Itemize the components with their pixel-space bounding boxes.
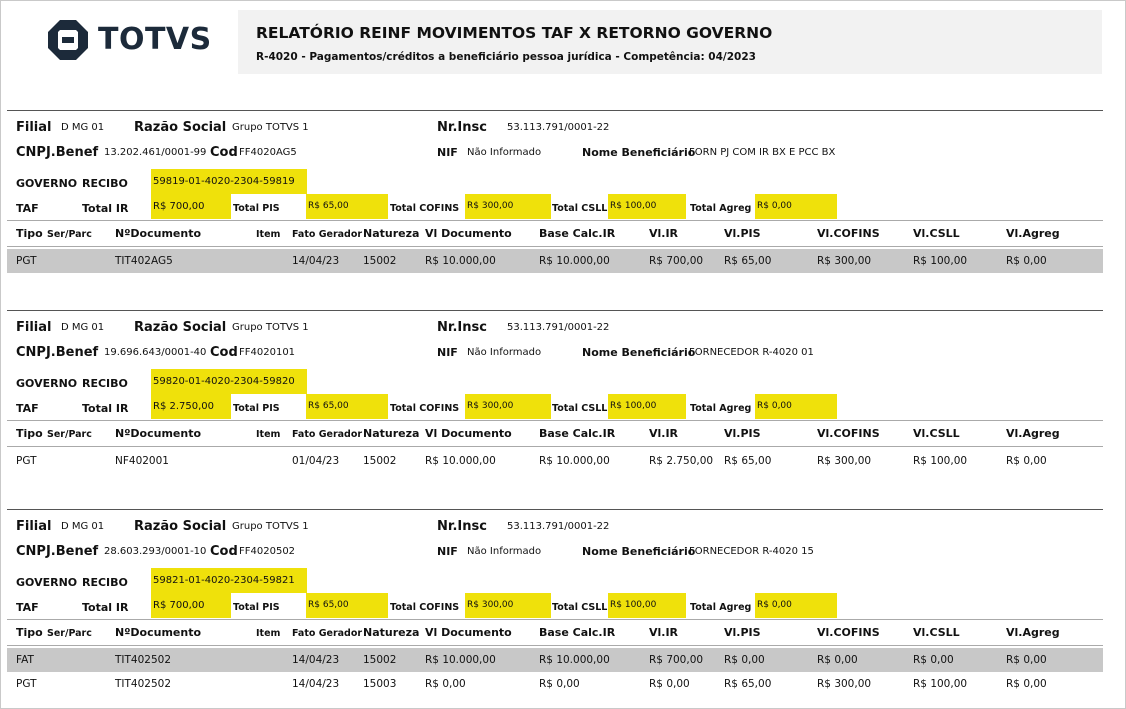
totvs-logo-icon [46, 18, 90, 62]
section-divider [7, 509, 1103, 510]
table-cell: R$ 0,00 [1006, 678, 1047, 690]
column-header: Tipo [16, 227, 43, 240]
cnpj-benef-label: CNPJ.Benef [16, 544, 99, 559]
column-header: NºDocumento [115, 227, 202, 240]
table-cell: 01/04/23 [292, 455, 340, 467]
column-header: Vl.CSLL [913, 227, 960, 240]
nr-insc-label: Nr.Insc [437, 120, 487, 135]
column-header: Ser/Parc [47, 628, 92, 639]
column-header: Fato Gerador [292, 429, 363, 440]
total-agreg-highlight [755, 394, 837, 419]
column-header: Vl.Agreg [1006, 227, 1060, 240]
column-header: Base Calc.IR [539, 626, 616, 639]
total-csll-value: R$ 100,00 [610, 201, 657, 211]
nif-value: Não Informado [467, 546, 542, 557]
table-cell: R$ 300,00 [817, 678, 872, 690]
cod-label: Cod [210, 145, 238, 160]
cnpj-benef-value: 28.603.293/0001-10 [104, 546, 207, 557]
column-header: Item [256, 229, 281, 240]
nome-beneficiario-label: Nome Beneficiário [582, 545, 696, 558]
column-header: Vl.COFINS [817, 427, 880, 440]
total-agreg-label: Total Agreg [690, 203, 752, 214]
column-header: Natureza [363, 227, 420, 240]
report-header-box [238, 10, 1102, 74]
filial-value: D MG 01 [61, 122, 105, 133]
table-top-divider [7, 420, 1103, 421]
section-divider [7, 110, 1103, 111]
cnpj-benef-value: 19.696.643/0001-40 [104, 347, 207, 358]
total-ir-highlight [151, 593, 231, 618]
table-cell: TIT402502 [115, 678, 172, 690]
table-cell: R$ 10.000,00 [539, 654, 610, 666]
total-agreg-label: Total Agreg [690, 403, 752, 414]
total-agreg-highlight [755, 194, 837, 219]
table-cell: TIT402AG5 [115, 255, 173, 267]
table-cell: PGT [16, 678, 37, 690]
totvs-logo [46, 18, 212, 62]
column-header: Base Calc.IR [539, 227, 616, 240]
total-csll-value: R$ 100,00 [610, 401, 657, 411]
column-header: Vl.PIS [724, 227, 761, 240]
total-cofins-value: R$ 300,00 [467, 401, 514, 411]
table-header-divider [7, 446, 1103, 447]
table-cell: R$ 300,00 [817, 255, 872, 267]
total-cofins-label: Total COFINS [390, 203, 460, 214]
table-cell: R$ 0,00 [724, 654, 765, 666]
table-top-divider [7, 220, 1103, 221]
total-agreg-value: R$ 0,00 [757, 201, 792, 211]
column-header: Ser/Parc [47, 229, 92, 240]
razao-social-label: Razão Social [134, 320, 227, 335]
total-cofins-highlight [465, 194, 551, 219]
filial-label: Filial [16, 320, 52, 335]
total-csll-highlight [608, 394, 686, 419]
table-cell: R$ 0,00 [1006, 255, 1047, 267]
column-header: Ser/Parc [47, 429, 92, 440]
total-agreg-highlight [755, 593, 837, 618]
recibo-label: RECIBO [82, 377, 128, 390]
total-pis-label: Total PIS [233, 403, 280, 414]
total-cofins-value: R$ 300,00 [467, 600, 514, 610]
recibo-value: 59819-01-4020-2304-59819 [153, 176, 295, 187]
table-cell: R$ 0,00 [425, 678, 466, 690]
total-pis-label: Total PIS [233, 602, 280, 613]
total-cofins-label: Total COFINS [390, 403, 460, 414]
cnpj-benef-label: CNPJ.Benef [16, 145, 99, 160]
total-pis-value: R$ 65,00 [308, 201, 349, 211]
column-header: Vl.IR [649, 227, 679, 240]
total-ir-label: Total IR [82, 402, 129, 415]
total-pis-label: Total PIS [233, 203, 280, 214]
table-header-divider [7, 246, 1103, 247]
table-cell: R$ 300,00 [817, 455, 872, 467]
nome-beneficiario-value: FORN PJ COM IR BX E PCC BX [689, 147, 836, 158]
column-header: Vl.PIS [724, 427, 761, 440]
column-header: Natureza [363, 427, 420, 440]
nr-insc-value: 53.113.791/0001-22 [507, 122, 610, 133]
table-cell: R$ 10.000,00 [539, 255, 610, 267]
column-header: Vl Documento [425, 227, 512, 240]
filial-value: D MG 01 [61, 322, 105, 333]
table-cell: 15002 [363, 654, 397, 666]
column-header: Vl.COFINS [817, 227, 880, 240]
nif-value: Não Informado [467, 147, 542, 158]
total-ir-value: R$ 2.750,00 [153, 401, 215, 412]
table-cell: PGT [16, 455, 37, 467]
total-agreg-value: R$ 0,00 [757, 401, 792, 411]
table-cell: R$ 0,00 [649, 678, 690, 690]
column-header: Natureza [363, 626, 420, 639]
table-cell: R$ 100,00 [913, 678, 968, 690]
filial-label: Filial [16, 519, 52, 534]
column-header: NºDocumento [115, 626, 202, 639]
razao-social-value: Grupo TOTVS 1 [232, 322, 309, 333]
column-header: Base Calc.IR [539, 427, 616, 440]
column-header: Fato Gerador [292, 628, 363, 639]
table-cell: NF402001 [115, 455, 169, 467]
table-cell: R$ 100,00 [913, 455, 968, 467]
table-cell: R$ 0,00 [539, 678, 580, 690]
column-header: Vl.PIS [724, 626, 761, 639]
total-pis-highlight [306, 593, 388, 618]
cod-label: Cod [210, 345, 238, 360]
total-cofins-highlight [465, 593, 551, 618]
cnpj-benef-label: CNPJ.Benef [16, 345, 99, 360]
table-cell: 15003 [363, 678, 397, 690]
cod-value: FF4020101 [239, 347, 296, 358]
total-pis-value: R$ 65,00 [308, 401, 349, 411]
total-pis-highlight [306, 394, 388, 419]
table-cell: R$ 700,00 [649, 255, 704, 267]
nif-label: NIF [437, 346, 458, 359]
taf-label: TAF [16, 202, 39, 215]
recibo-value: 59820-01-4020-2304-59820 [153, 376, 295, 387]
table-cell: R$ 10.000,00 [425, 654, 496, 666]
total-agreg-value: R$ 0,00 [757, 600, 792, 610]
taf-label: TAF [16, 402, 39, 415]
nr-insc-value: 53.113.791/0001-22 [507, 521, 610, 532]
total-ir-label: Total IR [82, 601, 129, 614]
table-cell: R$ 65,00 [724, 455, 772, 467]
total-agreg-label: Total Agreg [690, 602, 752, 613]
column-header: Vl.COFINS [817, 626, 880, 639]
filial-value: D MG 01 [61, 521, 105, 532]
table-cell: R$ 65,00 [724, 678, 772, 690]
governo-label: GOVERNO [16, 177, 78, 190]
table-cell: R$ 10.000,00 [425, 455, 496, 467]
table-cell: R$ 700,00 [649, 654, 704, 666]
nif-value: Não Informado [467, 347, 542, 358]
table-cell: R$ 10.000,00 [539, 455, 610, 467]
recibo-highlight [151, 169, 307, 194]
total-csll-highlight [608, 593, 686, 618]
total-cofins-highlight [465, 394, 551, 419]
table-cell: R$ 2.750,00 [649, 455, 714, 467]
total-cofins-value: R$ 300,00 [467, 201, 514, 211]
cod-value: FF4020502 [239, 546, 296, 557]
table-cell: 14/04/23 [292, 255, 340, 267]
razao-social-label: Razão Social [134, 120, 227, 135]
total-csll-label: Total CSLL [552, 602, 608, 613]
table-header-divider [7, 645, 1103, 646]
recibo-label: RECIBO [82, 177, 128, 190]
nr-insc-label: Nr.Insc [437, 320, 487, 335]
razao-social-value: Grupo TOTVS 1 [232, 122, 309, 133]
recibo-label: RECIBO [82, 576, 128, 589]
recibo-highlight [151, 568, 307, 593]
nr-insc-value: 53.113.791/0001-22 [507, 322, 610, 333]
table-cell: R$ 0,00 [1006, 654, 1047, 666]
table-cell: 15002 [363, 455, 397, 467]
table-cell: FAT [16, 654, 34, 666]
table-cell: 14/04/23 [292, 678, 340, 690]
nif-label: NIF [437, 545, 458, 558]
cod-label: Cod [210, 544, 238, 559]
table-cell: R$ 0,00 [817, 654, 858, 666]
recibo-value: 59821-01-4020-2304-59821 [153, 575, 295, 586]
report-subtitle: R-4020 - Pagamentos/créditos a beneficiário pessoa jurídica - Competência: 04/2023 [256, 51, 756, 63]
taf-label: TAF [16, 601, 39, 614]
total-pis-value: R$ 65,00 [308, 600, 349, 610]
recibo-highlight [151, 369, 307, 394]
report-title: RELATÓRIO REINF MOVIMENTOS TAF X RETORNO GOVERNO [256, 24, 773, 42]
section-divider [7, 310, 1103, 311]
column-header: Vl.IR [649, 626, 679, 639]
table-cell: R$ 0,00 [913, 654, 954, 666]
total-ir-highlight [151, 394, 231, 419]
governo-label: GOVERNO [16, 576, 78, 589]
total-ir-value: R$ 700,00 [153, 201, 205, 212]
total-csll-highlight [608, 194, 686, 219]
nome-beneficiario-value: FORNECEDOR R-4020 15 [689, 546, 814, 557]
total-ir-label: Total IR [82, 202, 129, 215]
table-cell: 14/04/23 [292, 654, 340, 666]
column-header: Tipo [16, 626, 43, 639]
razao-social-value: Grupo TOTVS 1 [232, 521, 309, 532]
column-header: Item [256, 429, 281, 440]
total-cofins-label: Total COFINS [390, 602, 460, 613]
table-top-divider [7, 619, 1103, 620]
total-csll-label: Total CSLL [552, 203, 608, 214]
column-header: Tipo [16, 427, 43, 440]
column-header: Vl.IR [649, 427, 679, 440]
governo-label: GOVERNO [16, 377, 78, 390]
column-header: Vl.Agreg [1006, 626, 1060, 639]
column-header: Vl.CSLL [913, 427, 960, 440]
cod-value: FF4020AG5 [239, 147, 297, 158]
table-cell: R$ 10.000,00 [425, 255, 496, 267]
table-cell: R$ 65,00 [724, 255, 772, 267]
total-ir-highlight [151, 194, 231, 219]
table-cell: R$ 0,00 [1006, 455, 1047, 467]
nome-beneficiario-label: Nome Beneficiário [582, 146, 696, 159]
nome-beneficiario-value: FORNECEDOR R-4020 01 [689, 347, 814, 358]
column-header: NºDocumento [115, 427, 202, 440]
logo-text: TOTVS [98, 22, 212, 57]
total-ir-value: R$ 700,00 [153, 600, 205, 611]
column-header: Vl.Agreg [1006, 427, 1060, 440]
table-cell: PGT [16, 255, 37, 267]
column-header: Vl.CSLL [913, 626, 960, 639]
table-cell: TIT402502 [115, 654, 172, 666]
filial-label: Filial [16, 120, 52, 135]
cnpj-benef-value: 13.202.461/0001-99 [104, 147, 207, 158]
total-pis-highlight [306, 194, 388, 219]
table-cell: R$ 100,00 [913, 255, 968, 267]
razao-social-label: Razão Social [134, 519, 227, 534]
total-csll-label: Total CSLL [552, 403, 608, 414]
total-csll-value: R$ 100,00 [610, 600, 657, 610]
column-header: Vl Documento [425, 427, 512, 440]
table-cell: 15002 [363, 255, 397, 267]
nr-insc-label: Nr.Insc [437, 519, 487, 534]
column-header: Fato Gerador [292, 229, 363, 240]
column-header: Item [256, 628, 281, 639]
column-header: Vl Documento [425, 626, 512, 639]
nome-beneficiario-label: Nome Beneficiário [582, 346, 696, 359]
nif-label: NIF [437, 146, 458, 159]
